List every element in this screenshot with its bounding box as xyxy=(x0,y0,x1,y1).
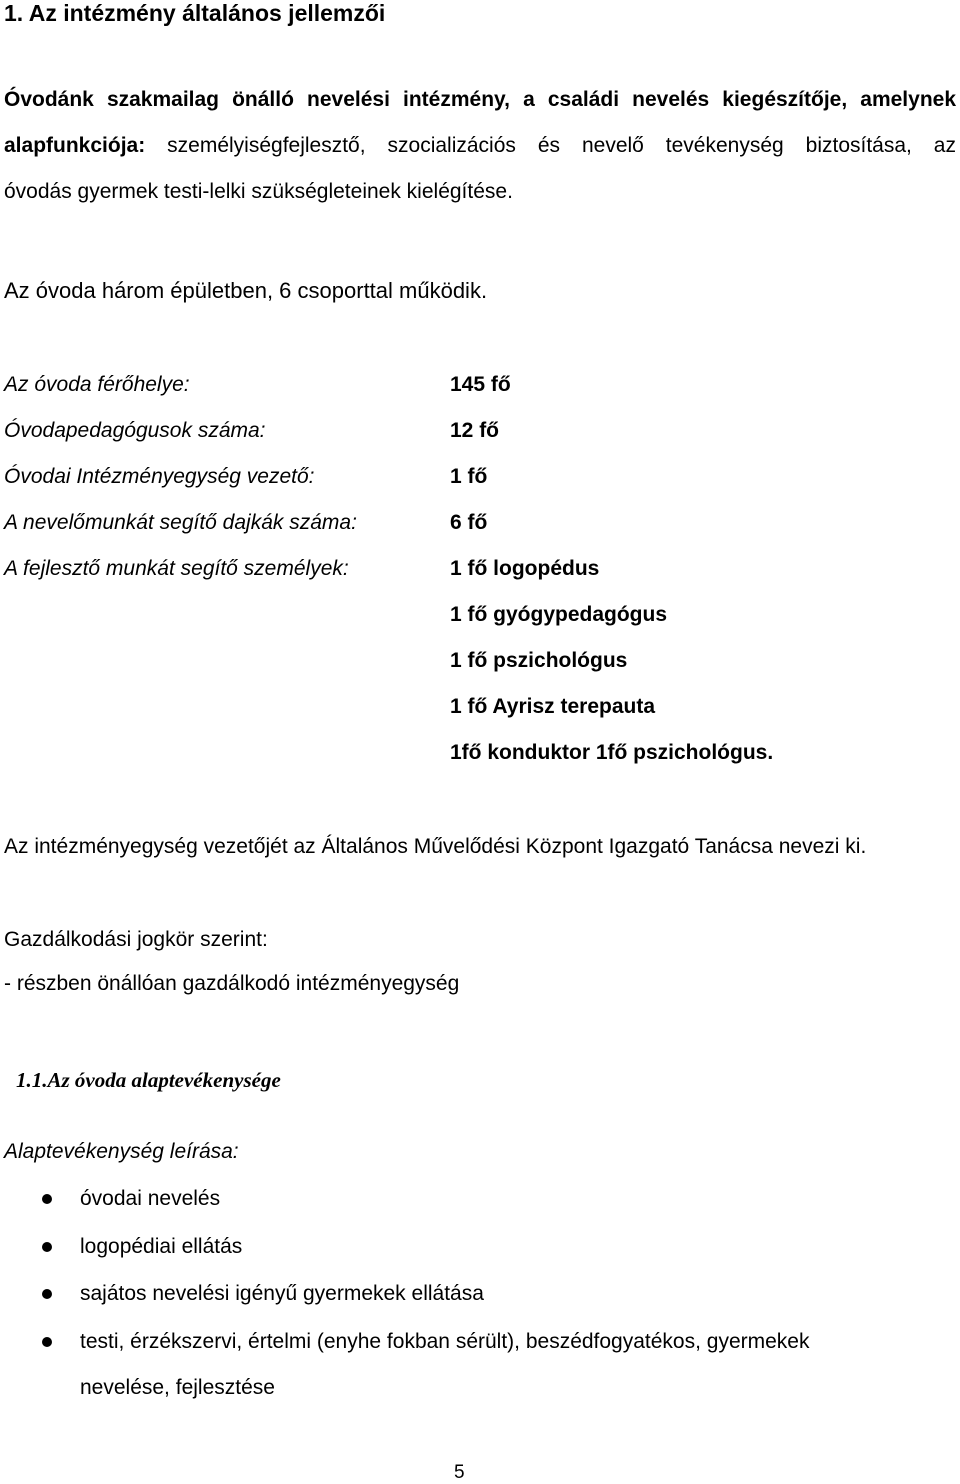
intro-line-2-bold: alapfunkciója: xyxy=(4,134,146,157)
stat-value: 145 fő xyxy=(450,373,511,396)
finance-title: Gazdálkodási jogkör szerint: xyxy=(4,928,268,951)
stat-extra-value: 1 fő pszichológus xyxy=(450,649,628,672)
intro-line-2-rest: személyiségfejlesztő, szocializációs és nevelő tevékenység biztosítása, az xyxy=(145,134,956,157)
stat-value: 12 fő xyxy=(450,419,500,442)
stat-label: Óvodapedagógusok száma: xyxy=(4,419,266,442)
intro-line-1 xyxy=(4,88,956,112)
stat-label: Óvodai Intézményegység vezető: xyxy=(4,465,315,488)
bullet-dot xyxy=(42,1289,52,1299)
activity-item-continuation: nevelése, fejlesztése xyxy=(80,1376,275,1399)
bullet-dot xyxy=(42,1337,52,1347)
intro-line-1-text: Óvodánk szakmailag önálló nevelési intézmény, a családi nevelés kiegészítője, amelynek xyxy=(4,88,956,111)
stat-extra-value: 1 fő gyógypedagógus xyxy=(450,603,668,626)
stat-value: 6 fő xyxy=(450,511,488,534)
stat-label: A fejlesztő munkát segítő személyek: xyxy=(4,557,349,580)
intro-line-2 xyxy=(4,134,956,158)
bullet-dot xyxy=(42,1242,52,1252)
stat-label: A nevelőmunkát segítő dajkák száma: xyxy=(4,511,357,534)
stat-value: 1 fő xyxy=(450,465,488,488)
activity-item: logopédiai ellátás xyxy=(80,1235,243,1258)
finance-item: - részben önállóan gazdálkodó intézményegység xyxy=(4,972,460,995)
intro-line-3: óvodás gyermek testi-lelki szükségleteinek kielégítése. xyxy=(4,180,513,203)
activity-item: óvodai nevelés xyxy=(80,1187,221,1210)
page-number: 5 xyxy=(454,1462,465,1483)
subsection-title: 1.1.Az óvoda alaptevékenysége xyxy=(16,1068,281,1092)
stat-value: 1 fő logopédus xyxy=(450,557,600,580)
stat-label: Az óvoda férőhelye: xyxy=(4,373,190,396)
activity-item: testi, érzékszervi, értelmi (enyhe fokban sérült), beszédfogyatékos, gyermekek xyxy=(80,1330,810,1353)
stat-extra-value: 1fő konduktor 1fő pszichológus. xyxy=(450,741,774,764)
activity-label: Alaptevékenység leírása: xyxy=(4,1140,239,1163)
director-note: Az intézményegység vezetőjét az Általános Művelődési Központ Igazgató Tanácsa nevezi ki. xyxy=(4,835,867,858)
section-title: 1. Az intézmény általános jellemzői xyxy=(4,0,386,26)
bullet-dot xyxy=(42,1194,52,1204)
buildings-text: Az óvoda három épületben, 6 csoporttal működik. xyxy=(4,278,488,303)
activity-item: sajátos nevelési igényű gyermekek ellátása xyxy=(80,1282,484,1305)
stat-extra-value: 1 fő Ayrisz terepauta xyxy=(450,695,656,718)
